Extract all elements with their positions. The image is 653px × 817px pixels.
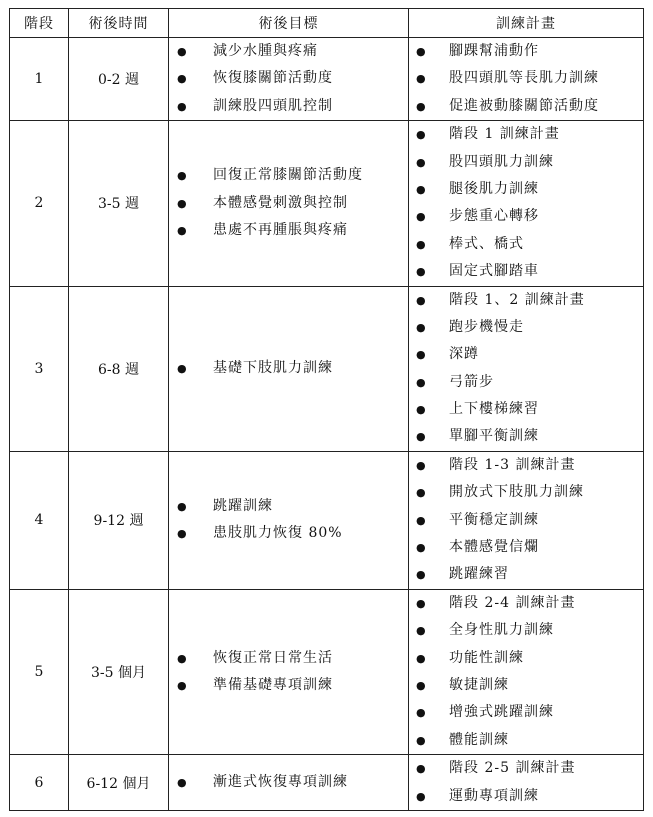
plan-item-text: 增強式跳躍訓練	[449, 704, 554, 721]
list-item	[409, 617, 643, 644]
stage-cell: 2	[10, 121, 69, 286]
bullet-icon: ●	[416, 375, 427, 389]
bullet-icon: ●	[416, 403, 427, 417]
plan-item-text: 腿後肌力訓練	[449, 180, 539, 197]
stage-cell: 4	[10, 451, 69, 589]
plan-cell	[409, 589, 644, 754]
plan-item-text: 股四頭肌力訓練	[449, 153, 554, 170]
bullet-icon: ●	[416, 541, 427, 555]
list-item	[409, 645, 643, 672]
list-item	[169, 645, 408, 672]
bullet-icon: ●	[416, 486, 427, 500]
plan-item-text: 單腳平衡訓練	[449, 428, 539, 445]
list-item	[169, 38, 408, 65]
list-item	[409, 727, 643, 754]
bullet-icon: ●	[416, 128, 427, 142]
period-cell: 0-2 週	[69, 38, 169, 121]
plan-item-text: 階段 1、2 訓練計畫	[449, 291, 585, 308]
bullet-icon: ●	[416, 706, 427, 720]
plan-item-text: 功能性訓練	[449, 649, 524, 666]
list-item	[409, 783, 643, 810]
list-item	[409, 369, 643, 396]
bullet-icon: ●	[416, 182, 427, 196]
bullet-icon: ●	[416, 624, 427, 638]
plan-item-text: 階段 1 訓練計畫	[449, 126, 560, 143]
bullet-icon: ●	[416, 596, 427, 610]
goal-item-text: 減少水腫與疼痛	[213, 43, 318, 59]
table-row	[10, 589, 644, 754]
goal-item-text: 準備基礎專項訓練	[213, 677, 333, 694]
goals-cell	[169, 451, 409, 589]
list-item	[409, 149, 643, 176]
plan-cell	[409, 451, 644, 589]
plan-item-text: 弓箭步	[449, 373, 494, 390]
goal-item-text: 訓練股四頭肌控制	[213, 97, 333, 114]
goals-list	[169, 769, 408, 796]
goal-item-text: 基礎下肢肌力訓練	[213, 359, 333, 376]
list-item	[409, 396, 643, 423]
table-row	[10, 755, 644, 811]
plan-item-text: 平衡穩定訓練	[449, 511, 539, 528]
header-stage: 階段	[10, 9, 69, 38]
list-item	[409, 258, 643, 285]
bullet-icon: ●	[177, 679, 188, 693]
bullet-icon: ●	[416, 458, 427, 472]
header-period: 術後時間	[69, 9, 169, 38]
period-cell: 3-5 個月	[69, 589, 169, 754]
bullet-icon: ●	[177, 45, 188, 58]
bullet-icon: ●	[416, 210, 427, 224]
list-item	[409, 65, 643, 92]
list-item	[409, 341, 643, 368]
goal-item-text: 患處不再腫脹與疼痛	[213, 222, 348, 239]
list-item	[409, 479, 643, 506]
plan-list	[409, 121, 643, 285]
plan-item-text: 開放式下肢肌力訓練	[449, 484, 584, 501]
bullet-icon: ●	[416, 789, 427, 803]
goal-item-text: 漸進式恢復專項訓練	[213, 773, 348, 790]
table-row	[10, 286, 644, 451]
bullet-icon: ●	[416, 155, 427, 169]
stage-cell: 5	[10, 589, 69, 754]
stage-cell: 1	[10, 38, 69, 121]
goals-list	[169, 355, 408, 382]
goals-cell	[169, 589, 409, 754]
list-item	[169, 520, 408, 547]
list-item	[409, 314, 643, 341]
list-item	[409, 287, 643, 314]
bullet-icon: ●	[416, 430, 427, 444]
goals-list	[169, 38, 408, 120]
goal-item-text: 恢復正常日常生活	[213, 649, 333, 666]
bullet-icon: ●	[416, 320, 427, 334]
header-row	[10, 9, 644, 38]
list-item	[409, 507, 643, 534]
plan-cell	[409, 38, 644, 121]
bullet-icon: ●	[416, 348, 427, 362]
bullet-icon: ●	[177, 99, 188, 113]
bullet-icon: ●	[416, 651, 427, 665]
bullet-icon: ●	[416, 568, 427, 582]
list-item	[409, 423, 643, 450]
list-item	[409, 452, 643, 479]
goals-cell	[169, 121, 409, 286]
goal-item-text: 恢復膝關節活動度	[213, 70, 333, 87]
list-item	[169, 217, 408, 244]
goals-list	[169, 493, 408, 548]
plan-list	[409, 755, 643, 810]
bullet-icon: ●	[416, 513, 427, 527]
list-item	[169, 769, 408, 796]
list-item	[409, 203, 643, 230]
bullet-icon: ●	[177, 169, 188, 183]
plan-item-text: 深蹲	[449, 346, 479, 363]
bullet-icon: ●	[416, 679, 427, 693]
plan-list	[409, 452, 643, 589]
plan-item-text: 促進被動膝關節活動度	[449, 97, 599, 114]
plan-item-text: 上下樓梯練習	[449, 401, 539, 418]
rehab-table	[9, 8, 644, 811]
plan-list	[409, 590, 643, 754]
bullet-icon: ●	[177, 224, 188, 238]
bullet-icon: ●	[416, 99, 427, 113]
plan-item-text: 敏捷訓練	[449, 677, 509, 694]
bullet-icon: ●	[177, 651, 188, 665]
goals-cell	[169, 38, 409, 121]
goals-list	[169, 645, 408, 700]
plan-cell	[409, 755, 644, 811]
goals-list	[169, 162, 408, 244]
plan-cell	[409, 121, 644, 286]
plan-item-text: 跑步機慢走	[449, 318, 524, 335]
bullet-icon: ●	[416, 733, 427, 747]
plan-item-text: 步態重心轉移	[449, 208, 539, 225]
list-item	[409, 38, 643, 65]
bullet-icon: ●	[416, 237, 427, 251]
plan-item-text: 階段 1-3 訓練計畫	[449, 456, 576, 473]
list-item	[409, 561, 643, 588]
header-plan: 訓練計畫	[409, 9, 644, 38]
bullet-icon: ●	[416, 72, 427, 86]
list-item	[409, 672, 643, 699]
bullet-icon: ●	[177, 361, 188, 375]
plan-item-text: 階段 2-4 訓練計畫	[449, 594, 576, 611]
bullet-icon: ●	[177, 775, 188, 789]
bullet-icon: ●	[416, 762, 427, 776]
table-row	[10, 451, 644, 589]
list-item	[409, 93, 643, 120]
stage-cell: 6	[10, 755, 69, 811]
plan-item-text: 腳踝幫浦動作	[449, 43, 539, 59]
header-goals: 術後目標	[169, 9, 409, 38]
bullet-icon: ●	[416, 265, 427, 279]
bullet-icon: ●	[177, 196, 188, 210]
list-item	[409, 534, 643, 561]
goal-item-text: 跳躍訓練	[213, 497, 273, 514]
bullet-icon: ●	[177, 72, 188, 86]
list-item	[169, 672, 408, 699]
bullet-icon: ●	[177, 499, 188, 513]
table-row	[10, 38, 644, 121]
plan-item-text: 棒式、橋式	[449, 235, 524, 252]
list-item	[409, 176, 643, 203]
table-row	[10, 121, 644, 286]
bullet-icon: ●	[177, 527, 188, 541]
plan-list	[409, 38, 643, 120]
plan-item-text: 運動專項訓練	[449, 787, 539, 804]
list-item	[169, 190, 408, 217]
stage-cell: 3	[10, 286, 69, 451]
list-item	[169, 493, 408, 520]
plan-item-text: 全身性肌力訓練	[449, 622, 554, 639]
list-item	[169, 93, 408, 120]
table-body	[10, 38, 644, 811]
goal-item-text: 本體感覺刺激與控制	[213, 194, 348, 211]
bullet-icon: ●	[416, 45, 427, 58]
bullet-icon: ●	[416, 293, 427, 307]
period-cell: 6-12 個月	[69, 755, 169, 811]
plan-item-text: 跳躍練習	[449, 566, 509, 583]
plan-item-text: 體能訓練	[449, 731, 509, 748]
goal-item-text: 回復正常膝關節活動度	[213, 167, 363, 184]
plan-item-text: 本體感覺信爛	[449, 539, 539, 556]
plan-item-text: 股四頭肌等長肌力訓練	[449, 70, 599, 87]
list-item	[169, 65, 408, 92]
plan-cell	[409, 286, 644, 451]
goal-item-text: 患肢肌力恢復 80%	[213, 525, 343, 542]
period-cell: 6-8 週	[69, 286, 169, 451]
goals-cell	[169, 286, 409, 451]
list-item	[169, 355, 408, 382]
list-item	[409, 121, 643, 148]
plan-item-text: 階段 2-5 訓練計畫	[449, 760, 576, 777]
plan-list	[409, 287, 643, 451]
goals-cell	[169, 755, 409, 811]
list-item	[409, 699, 643, 726]
list-item	[409, 755, 643, 782]
list-item	[169, 162, 408, 189]
list-item	[409, 231, 643, 258]
plan-item-text: 固定式腳踏車	[449, 263, 539, 280]
period-cell: 3-5 週	[69, 121, 169, 286]
period-cell: 9-12 週	[69, 451, 169, 589]
list-item	[409, 590, 643, 617]
